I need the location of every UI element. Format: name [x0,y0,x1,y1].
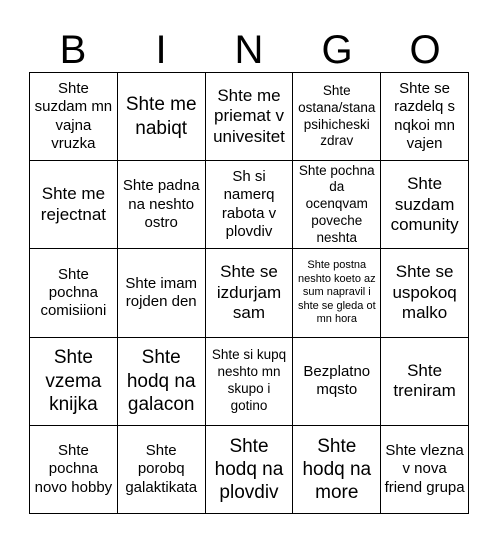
bingo-cell[interactable] [30,426,118,514]
bingo-cell[interactable] [206,426,294,514]
bingo-cell[interactable] [381,249,469,337]
bingo-cell[interactable] [30,161,118,249]
bingo-cell[interactable] [118,73,206,161]
cell-text: Shte si kupq neshto mn skupo i gotino [211,347,287,414]
cell-text: Bezplatno mqsto [303,362,371,399]
bingo-cell[interactable] [30,249,118,337]
bingo-cell[interactable] [381,161,469,249]
header-letter-g: G [321,28,353,72]
header-letter-o: O [409,28,441,72]
cell-text: Shte vlezna v nova friend grupa [384,441,465,496]
bingo-cell[interactable] [206,249,294,337]
cell-text: Shte me nabiqt [125,94,197,139]
cell-text: Shte imam rojden den [125,274,198,310]
bingo-cell[interactable] [206,338,294,426]
cell-text: Shte se uspokoq malko [392,262,457,323]
bingo-cell[interactable] [381,426,469,514]
bingo-header [29,28,469,72]
cell-text: Shte pochna comisiioni [40,265,107,320]
bingo-cell[interactable] [381,338,469,426]
cell-text: Shte pochna da ocenqvam poveche neshta [298,162,375,246]
cell-text: Sh si namerq rabota v plovdiv [221,168,277,241]
cell-text: Shte padna na neshto ostro [122,177,200,231]
bingo-cell[interactable] [206,161,294,249]
cell-text: Shte porobq galaktikata [125,441,198,496]
cell-text: Shte postna neshto koeto az sum napravil i shte se gleda ot mn hora [297,259,376,326]
cell-text: Shte vzema knijka [45,347,102,415]
cell-text: Shte me priemat v univesitet [213,86,285,146]
header-letter-i: I [155,28,167,72]
bingo-cell[interactable] [206,73,294,161]
bingo-cell[interactable] [293,249,381,337]
cell-text: Shte hodq na galacon [126,347,196,415]
cell-text: Shte se izdurjam sam [216,262,282,323]
free-space-cell[interactable] [293,338,381,426]
bingo-cell[interactable] [118,338,206,426]
cell-text: Shte pochna novo hobby [34,441,113,496]
bingo-cell[interactable] [118,249,206,337]
cell-text: Shte me rejectnat [40,184,106,224]
cell-text: Shte ostana/stana psihicheski zdrav [298,82,376,149]
bingo-cell[interactable] [293,73,381,161]
header-letter-b: B [59,28,87,72]
bingo-cell[interactable] [118,161,206,249]
cell-text: Shte hodq na more [302,435,372,503]
cell-text: Shte hodq na plovdiv [214,435,284,503]
bingo-cell[interactable] [118,426,206,514]
bingo-cell[interactable] [293,161,381,249]
bingo-card [29,72,469,514]
bingo-cell[interactable] [30,338,118,426]
cell-text: Shte suzdam comunity [390,174,459,234]
bingo-cell[interactable] [381,73,469,161]
cell-text: Shte se razdelq s nqkoi mn vajen [394,80,456,152]
bingo-cell[interactable] [30,73,118,161]
bingo-cell[interactable] [293,426,381,514]
header-letter-n: N [234,28,264,72]
cell-text: Shte treniram [393,360,456,401]
cell-text: Shte suzdam mn vajna vruzka [34,80,113,152]
